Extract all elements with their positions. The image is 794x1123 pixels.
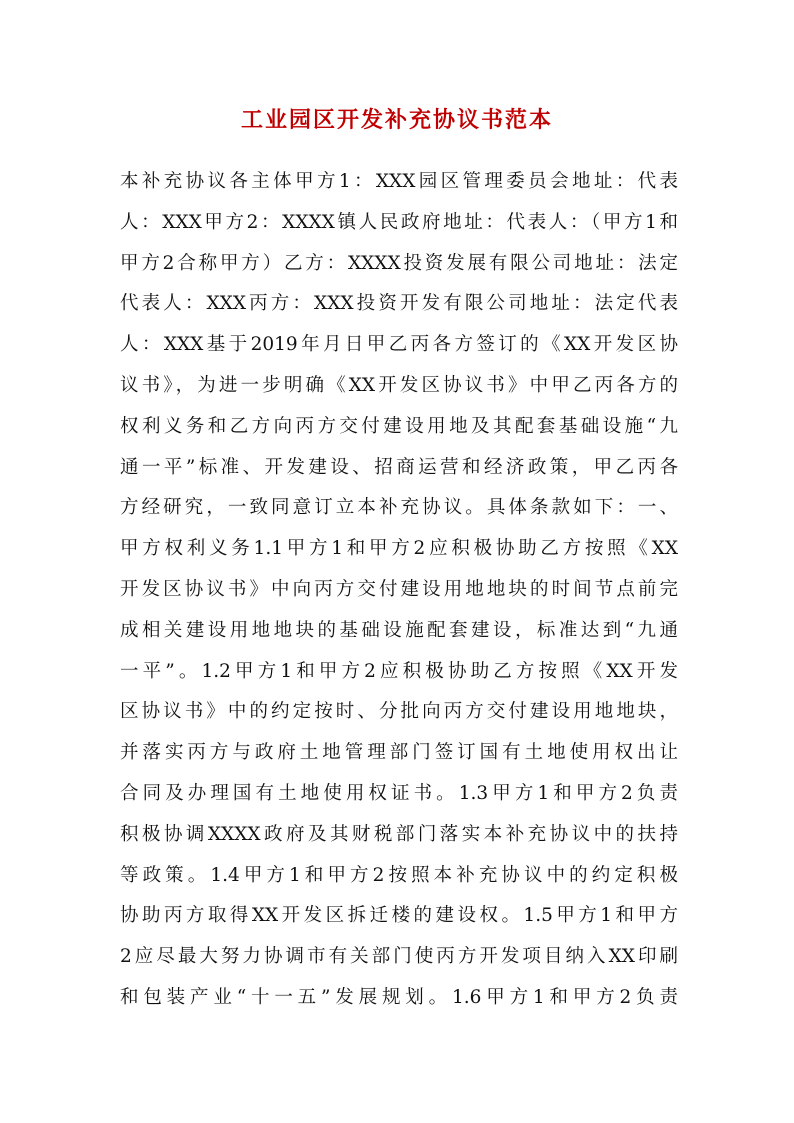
body-line: 甲方2合称甲方）乙方：XXXX投资发展有限公司地址：法定 <box>120 252 678 274</box>
body-line: 成相关建设用地地块的基础设施配套建设，标准达到“九通 <box>120 619 678 641</box>
document-title: 工业园区开发补充协议书范本 <box>240 107 553 133</box>
body-line: 通一平”标准、开发建设、招商运营和经济政策，甲乙丙各 <box>120 456 678 478</box>
body-line: 协助丙方取得XX开发区拆迁楼的建设权。1.5甲方1和甲方 <box>120 905 678 927</box>
body-line: 积极协调XXXX政府及其财税部门落实本补充协议中的扶持 <box>120 823 678 845</box>
body-line: 合同及办理国有土地使用权证书。1.3甲方1和甲方2负责 <box>120 782 678 804</box>
body-line: 代表人：XXX丙方：XXX投资开发有限公司地址：法定代表 <box>120 293 678 315</box>
body-line: 区协议书》中的约定按时、分批向丙方交付建设用地地块， <box>120 701 678 723</box>
body-line: 甲方权利义务1.1甲方1和甲方2应积极协助乙方按照《XX <box>120 538 678 560</box>
body-line: 并落实丙方与政府土地管理部门签订国有土地使用权出让 <box>120 742 678 764</box>
document-body <box>120 162 678 1019</box>
body-line: 一平”。1.2甲方1和甲方2应积极协助乙方按照《XX开发 <box>120 660 678 682</box>
body-line: 和包装产业“十一五”发展规划。1.6甲方1和甲方2负责 <box>120 986 678 1008</box>
body-line: 人：XXX甲方2：XXXX镇人民政府地址：代表人：（甲方1和 <box>120 211 678 233</box>
body-line: 2应尽最大努力协调市有关部门使丙方开发项目纳入XX印刷 <box>120 946 678 968</box>
body-line: 开发区协议书》中向丙方交付建设用地地块的时间节点前完 <box>120 578 678 600</box>
body-line: 人：XXX基于2019年月日甲乙丙各方签订的《XX开发区协 <box>120 334 678 356</box>
body-line: 方经研究，一致同意订立本补充协议。具体条款如下：一、 <box>120 497 678 519</box>
body-line: 等政策。1.4甲方1和甲方2按照本补充协议中的约定积极 <box>120 864 678 886</box>
body-line: 权利义务和乙方向丙方交付建设用地及其配套基础设施“九 <box>120 415 678 437</box>
body-line: 本补充协议各主体甲方1：XXX园区管理委员会地址：代表 <box>120 171 678 192</box>
body-line: 议书》，为进一步明确《XX开发区协议书》中甲乙丙各方的 <box>120 374 678 396</box>
